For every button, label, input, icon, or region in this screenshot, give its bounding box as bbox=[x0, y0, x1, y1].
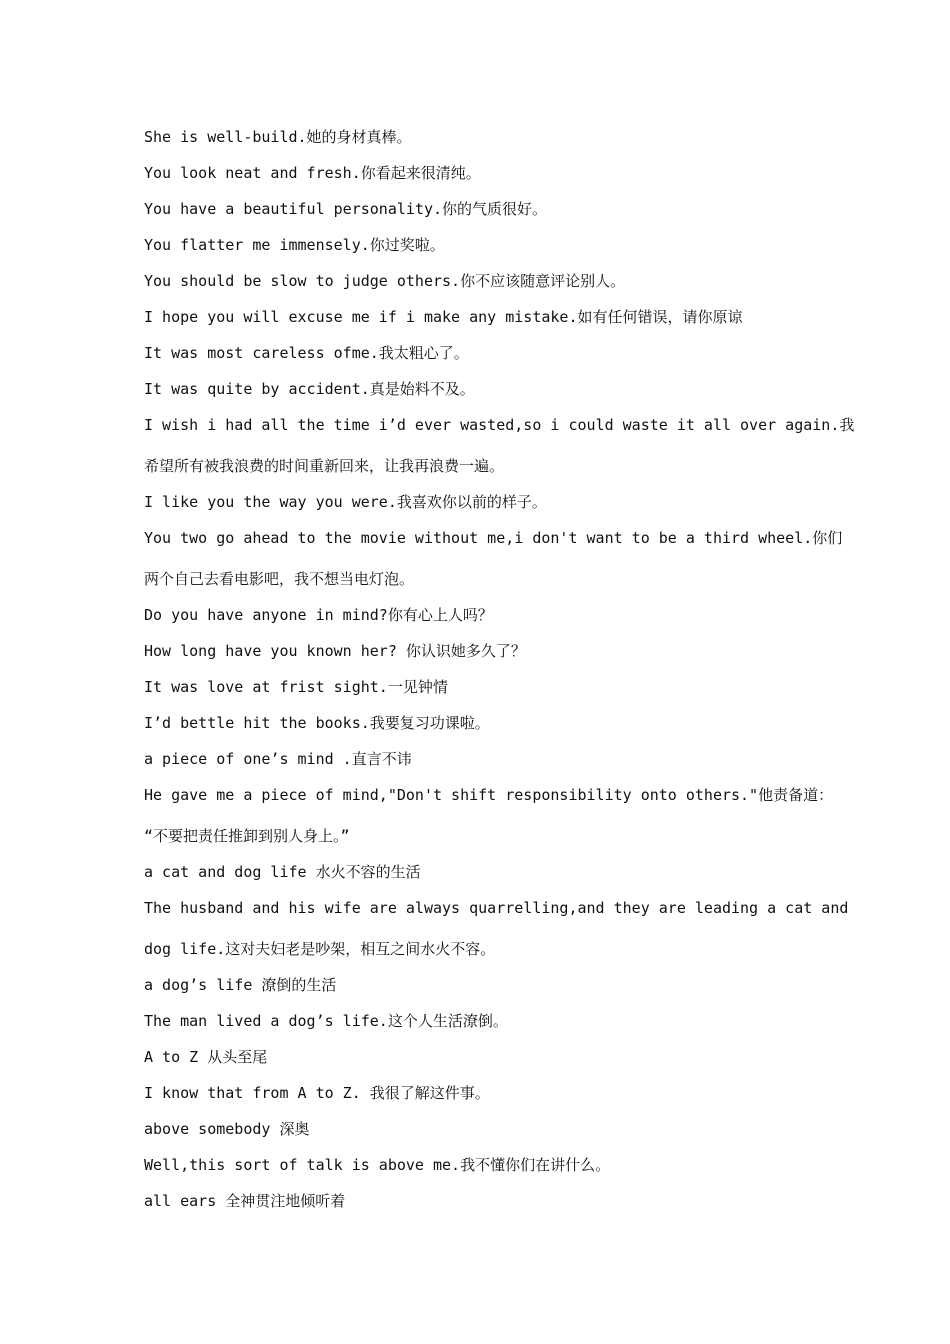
text-line: A to Z 从头至尾 bbox=[144, 1048, 268, 1066]
text-line: She is well-build.她的身材真棒。 bbox=[144, 128, 412, 146]
text-line: a dog’s life 潦倒的生活 bbox=[144, 976, 337, 994]
text-line: You have a beautiful personality.你的气质很好。 bbox=[144, 200, 548, 218]
text-line: “不要把责任推卸到别人身上。” bbox=[144, 827, 350, 845]
text-line: You look neat and fresh.你看起来很清纯。 bbox=[144, 164, 481, 182]
text-line: It was most careless ofme.我太粗心了。 bbox=[144, 344, 469, 362]
text-line: The husband and his wife are always quarrelling,and they are leading a cat and bbox=[144, 899, 849, 917]
text-line: Well,this sort of talk is above me.我不懂你们在讲什么。 bbox=[144, 1156, 611, 1174]
text-line: 希望所有被我浪费的时间重新回来，让我再浪费一遍。 bbox=[144, 457, 505, 475]
text-line: You should be slow to judge others.你不应该随意评论别人。 bbox=[144, 272, 626, 290]
text-line: all ears 全神贯注地倾听着 bbox=[144, 1192, 346, 1210]
text-line: I hope you will excuse me if i make any mistake.如有任何错误，请你原谅 bbox=[144, 308, 743, 326]
text-line: The man lived a dog’s life.这个人生活潦倒。 bbox=[144, 1012, 508, 1030]
text-line: You two go ahead to the movie without me,i don't want to be a third wheel.你们 bbox=[144, 529, 843, 547]
text-line: Do you have anyone in mind?你有心上人吗？ bbox=[144, 606, 493, 624]
text-line: How long have you known her? 你认识她多久了？ bbox=[144, 642, 526, 660]
text-line: He gave me a piece of mind,"Don't shift responsibility onto others."他责备道： bbox=[144, 786, 834, 804]
text-line: dog life.这对夫妇老是吵架，相互之间水火不容。 bbox=[144, 940, 496, 958]
text-line: It was quite by accident.真是始料不及。 bbox=[144, 380, 475, 398]
text-line: I wish i had all the time i’d ever wasted,so i could waste it all over again.我 bbox=[144, 416, 855, 434]
text-line: I like you the way you were.我喜欢你以前的样子。 bbox=[144, 493, 547, 511]
text-line: You flatter me immensely.你过奖啦。 bbox=[144, 236, 445, 254]
text-line: a cat and dog life 水火不容的生活 bbox=[144, 863, 421, 881]
text-line: above somebody 深奥 bbox=[144, 1120, 310, 1138]
text-line: I know that from A to Z. 我很了解这件事。 bbox=[144, 1084, 490, 1102]
text-line: a piece of one’s mind .直言不讳 bbox=[144, 750, 412, 768]
text-line: 两个自己去看电影吧，我不想当电灯泡。 bbox=[144, 570, 415, 588]
text-line: It was love at frist sight.一见钟情 bbox=[144, 678, 448, 696]
document-body bbox=[144, 125, 855, 1225]
text-line: I’d bettle hit the books.我要复习功课啦。 bbox=[144, 714, 490, 732]
